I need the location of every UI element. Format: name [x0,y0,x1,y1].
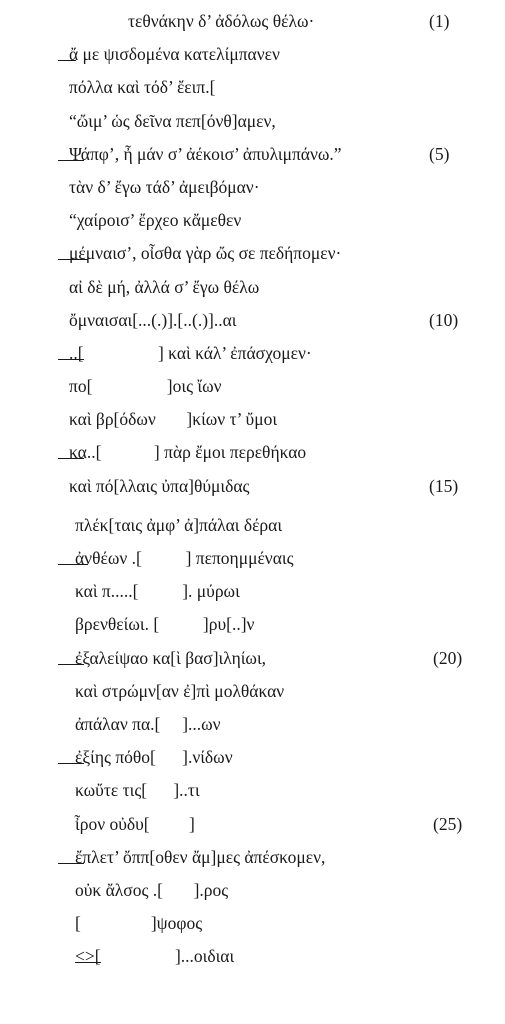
poem-line-5 [0,141,505,174]
line-text: καὶ στρώμν[αν ἐ]πὶ μολθάκαν [75,680,285,701]
poem-line-21 [0,678,505,711]
poem-line-10 [0,307,505,340]
poem-line-23 [0,744,505,777]
line-text: ἄ με ψισδομένα κατελίμπανεν [69,44,280,65]
line-text: βρενθείωι. [ ]ρυ[..]ν [75,614,255,635]
line-text: <>[ ]...οιδιαι [75,946,235,967]
poem-text [0,8,505,976]
poem-line-27 [0,877,505,910]
poem-line-11 [0,340,505,373]
poem-line-15 [0,473,505,506]
line-text: ὄμναισαι[...(.)].[..(.)]..αι [69,309,237,330]
line-text: κωὔτε τις[ ]..τι [75,780,200,801]
poem-line-6 [0,174,505,207]
line-text: Ψάπφ’, ἦ μάν σ’ ἀέκοισ’ ἀπυλιμπάνω.” [69,143,342,164]
line-text: ἐξίης πόθο[ ].νίδων [75,747,233,768]
line-number: (1) [429,11,450,31]
line-number: (25) [433,813,463,834]
line-number: (15) [429,475,459,496]
line-text: ..[ ] καὶ κάλ’ ἐπάσχομεν· [69,342,312,363]
line-text: πο[ ]οις ἴων [69,376,222,397]
poem-line-9 [0,274,505,307]
poem-line-25 [0,811,505,844]
poem-line-18 [0,578,505,611]
line-text: καὶ πό[λλαις ὐπα]θύμιδας [69,475,250,496]
poem-line-1 [0,8,505,41]
line-text: μέμναισ’, οἶσθα γὰρ ὤς σε πεδήπομεν· [69,243,342,264]
poem-line-2 [0,41,505,74]
line-text: κα..[ ] πὰρ ἔμοι περεθήκαο [69,442,307,463]
poem-line-24 [0,777,505,810]
line-text: [ ]ψοφος [75,913,203,934]
line-text: πόλλα καὶ τόδ’ ἔειπ.[ [69,77,216,98]
poem-line-17 [0,545,505,578]
poem-line-13 [0,406,505,439]
line-text: ἀνθέων .[ ] πεποημμέναις [75,548,294,568]
poem-line-26 [0,844,505,877]
line-text: ἔπλετ’ ὄππ[οθεν ἄμ]μες ἀπέσκομεν, [75,846,326,867]
line-number: (20) [433,647,463,668]
line-text: οὐκ ἄλσος .[ ].ρος [75,879,229,900]
line-text: ἶρον οὐδυ[ ] [75,813,195,834]
poem-line-4 [0,108,505,141]
line-text: αἰ δὲ μή, ἀλλά σ’ ἔγω θέλω [69,276,260,297]
poem-line-3 [0,74,505,107]
line-text: καὶ βρ[όδων ]κίων τ’ ὔμοι [69,409,278,430]
poem-line-7 [0,207,505,240]
poem-line-19 [0,611,505,644]
poem-line-8 [0,240,505,273]
poem-line-22 [0,711,505,744]
poem-line-28 [0,910,505,943]
line-text: “χαίροισ’ ἔρχεο κἄμεθεν [69,210,242,231]
line-text: τεθνάκην δ’ ἀδόλως θέλω· [128,11,315,31]
line-text: καὶ π.....[ ]. μύρωι [75,581,240,602]
poem-line-12 [0,373,505,406]
line-text: “ὤιμ’ ὡς δεῖνα πεπ[όνθ]αμεν, [69,110,276,131]
line-number: (5) [429,143,450,164]
line-number: (10) [429,309,459,330]
poem-line-16 [0,512,505,545]
poem-line-20 [0,645,505,678]
poem-line-14 [0,439,505,472]
line-text: τὰν δ’ ἔγω τάδ’ ἀμειβόμαν· [69,176,260,197]
line-text: πλέκ[ταις ἀμφ’ ἀ]πάλαι δέραι [75,514,283,535]
poem-line-29 [0,943,505,976]
line-text: ἀπάλαν πα.[ ]...ων [75,713,221,734]
line-text: ἐξαλείψαο κα[ὶ βασ]ιληίωι, [75,647,267,668]
